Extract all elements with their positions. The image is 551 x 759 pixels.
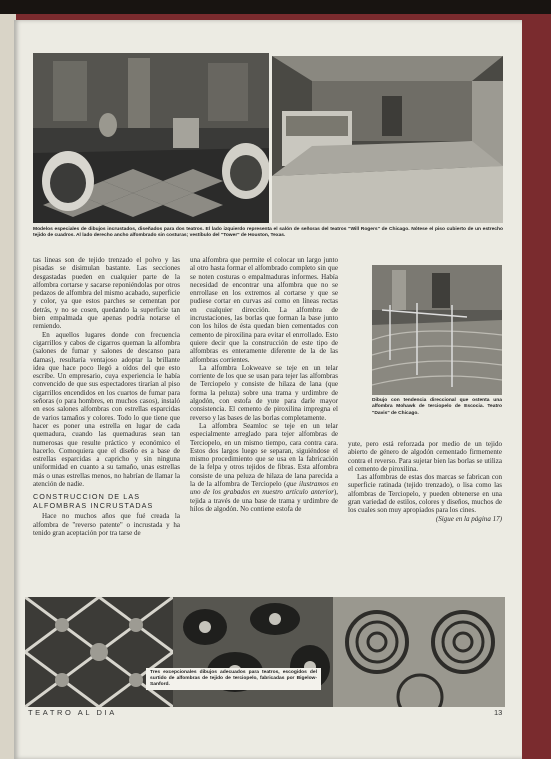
photo-davis-theatre <box>372 265 502 395</box>
col2-p3-italic: que ilustramos en uno de los grabados en nuestro artículo anterior <box>190 480 338 497</box>
col2-p3-start: La alfombra Seamloc se teje en un telar especialmente arreglado para tejer alfombras de Terciopelo, en un mismo tiempo, cara contra cara. Estos dos largos luego se separan, siguiéndose el mismo procedimiento que se usa en la fabricación de la felpa y otros tejidos de fibras. Esta alfombra consiste de una peluza de hilaza de lana parecida a la de la alfombra de Terciopelo ( <box>190 421 338 489</box>
magazine-page <box>14 20 522 759</box>
col2-paragraph-2: La alfombra Lokweave se teje en un telar corriente de los que se usan para tejer las alfombras de Terciopelo y consiste de hilaza de lana (que forma la peluza) sobre una trama y urdimbre de algodón, con estofa de yute para darle mayor consistencia. El cemento de piroxilina impregna el reverso y las bases de las borlas completamente. <box>190 363 338 422</box>
page-number: 13 <box>494 708 503 717</box>
col1-paragraph-1: tas lineas son de tejido trenzado el polvo y las pisadas se disimulan bastante. Las secciones desgastadas pueden en cualquier parte de la alfombra cortarse y sacarse reponiéndolas por otros pedazos de alfombra del mismo acabado, superficie y color, ya que estos parches se cementan por detrás, y no se cosen, quedando la superficie tan bien empalmada que apenas podría notarse el remiendo. <box>33 256 180 331</box>
col1-paragraph-3: Hace no muchos años que fué creada la alfombra de "reverso patente" o incrustada y ha tenido gran aceptación por tra tarse de <box>33 512 180 537</box>
col2-paragraph-3 <box>190 422 338 513</box>
top-photo-caption: Modelos especiales de dibujos incrustados, diseñados para dos teatros. El lado izquierdo representa el salón de señoras del teatros "Will Rogers" de Chicago. Nótese el piso cubierto de un estrecho tejido de cuadros. Al lado derecho ancho alfombrado sin costuras; vestíbulo del "Tower" de Houston, Texas. <box>33 227 503 239</box>
bottom-photo-caption: Tres excepcionales dibujos adecuados para teatros, escogidos del surtido de alfombras de tejido de terciopelo, fabricadas por Bigelow-Sanford. <box>146 668 321 690</box>
photo-lobby <box>272 56 503 223</box>
continued-note: (Sigue en la página 17) <box>435 514 502 523</box>
section-heading: CONSTRUCCION DE LAS ALFOMBRAS INCRUSTADAS <box>33 492 154 511</box>
text-column-2 <box>190 256 338 513</box>
magazine-title-footer: TEATRO AL DIA <box>28 708 117 717</box>
right-photo-caption: Dibujo con tendencia direccional que ostenta una alfombra Mohawk de terciopelo de Escocia. Teatro "Davis" de Chicago. <box>372 398 502 416</box>
text-column-3 <box>348 440 502 523</box>
col3-paragraph-1: yute, pero está reforzada por medio de un tejido abierto de género de algodón cementado firmemente contra el reverso. Para sujetar bien las borlas se utiliza el cemento de piroxilina. <box>348 440 502 473</box>
col2-p3-end: ), tejida a través de una base de trama y urdimbre de hilos de algodón. No contiene estofa de <box>190 488 338 513</box>
photo-carpet-designs <box>25 597 505 707</box>
col1-paragraph-2: En aquellos lugares donde con frecuencia cigarrillos y cabos de cigarros queman la alfombra (salones de fumar y salones de descanso para damas), resultaría ventajoso adoptar la brillante idea que hace poco llegó a oídos del que esto escribe. Un empresario, cuya experiencia le había convencido de que sus espectadores tirarían al piso cigarrillos encendidos en los cuartos de fumar para señoras (o para hombres, en muchos casos), instaló en esos salones alfombras con estrellas esparcidas de varios tamaños y colores. Todo lo que tiene que hacer es poner una estrella en lugar de cada quemadura, cuando las quemaduras sean tan numerosas que resulte práctico y económico el hacerlo. Comoquiera que el diseño es a base de estrellas esparcidas a capricho y sin ninguna uniformidad en cuanto a su tamaño, unas estrellas más o unas estrellas menos, no habrían de llamar la atención de nadie. <box>33 330 180 489</box>
col2-paragraph-1: una alfombra que permite el colocar un largo junto al otro hasta formar el alfombrado completo sin que se noten costuras o empalmaduras informes. Había necesidad de encontrar una alfombra que no se enrrollase en los extremos al cortarse y que se pudiese cortar en curvas así como en líneas rectas en cualquier dirección. La alfombra de incrustaciones, las borlas que forman la base junto con los hilos de ésta quedan bien cementados con cemento de piroxilina para evitar el enrrollado. Esto quiere decir que la construcción de este tipo de alfombras es enteramente diferente de la de las alfombras corrientes. <box>190 256 338 364</box>
photo-ladies-lounge <box>33 53 269 223</box>
col3-paragraph-2: Las alfombras de estas dos marcas se fabrican con superficie ratinada (tejido trenzado), o lisa como las alfombras de Terciopelo, y pueden obtenerse en una gran variedad de estilos, colores y diseños, muchos de los cuales son muy apropiados para los cines. <box>348 473 502 515</box>
text-column-1 <box>33 256 180 537</box>
